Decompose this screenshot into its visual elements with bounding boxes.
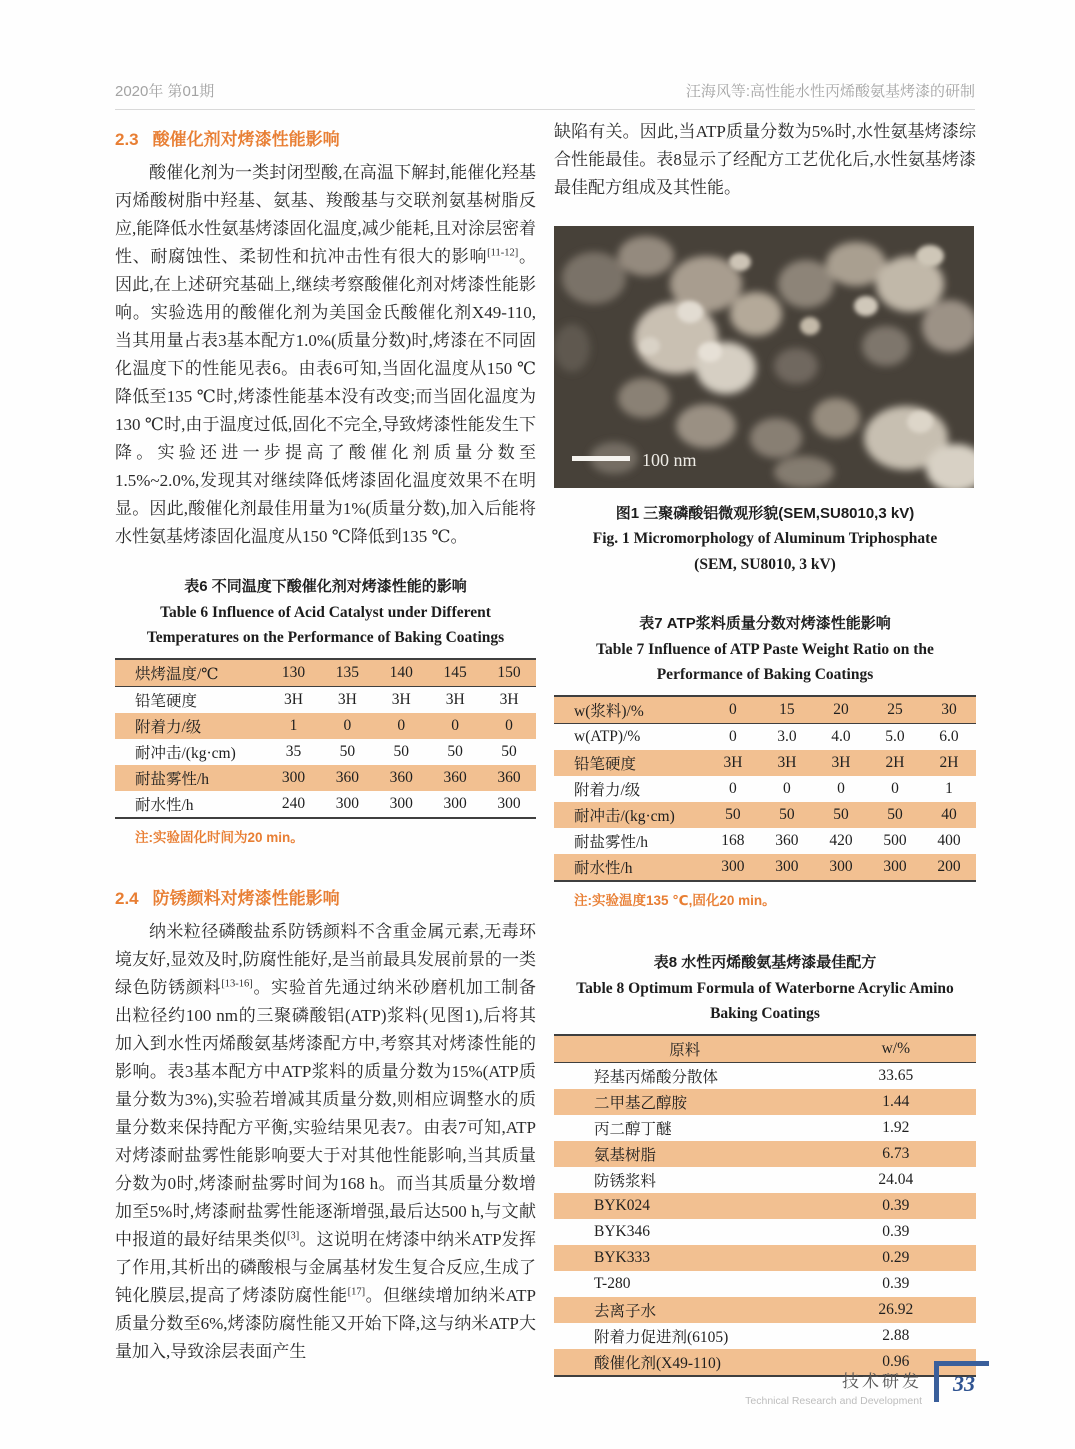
cell-value: 5.0 xyxy=(885,728,905,745)
cell-value: 1 xyxy=(945,780,953,797)
table-row xyxy=(554,1297,976,1323)
cell-value: 0 xyxy=(891,780,899,797)
table-row xyxy=(554,1141,976,1167)
cell-value: 4.0 xyxy=(831,728,851,745)
figure1 xyxy=(554,226,976,578)
header-issue: 2020年 第01期 xyxy=(115,83,215,100)
row-label: 耐水性/h xyxy=(574,860,633,877)
table-row xyxy=(554,854,976,881)
two-column-content xyxy=(115,112,976,1377)
row-label: 铅笔硬度 xyxy=(135,693,198,710)
paragraph-2-3 xyxy=(115,159,536,551)
row-label: 附着力/级 xyxy=(574,782,641,799)
section-title: 防锈颜料对烤漆性能影响 xyxy=(152,889,340,908)
table7-note: 注:实验温度135 ℃,固化20 min。 xyxy=(574,893,776,908)
page-footer xyxy=(745,1361,989,1407)
cell-value: 300 xyxy=(883,858,907,875)
table7-caption-en xyxy=(554,637,976,687)
table-row xyxy=(115,739,536,765)
cell-value: 3H xyxy=(337,691,357,708)
cell-value: 2.88 xyxy=(882,1327,910,1344)
row-label: BYK024 xyxy=(594,1197,650,1214)
cell-value: 50 xyxy=(393,743,410,760)
cell-value: 3H xyxy=(499,691,519,708)
table6-caption-en xyxy=(115,600,536,650)
footer-section-label xyxy=(745,1361,922,1407)
cell-value: 0 xyxy=(706,696,760,724)
row-label: 丙二醇丁醚 xyxy=(594,1121,672,1138)
section-title: 酸催化剂对烤漆性能影响 xyxy=(152,130,340,149)
table8-caption-en xyxy=(554,976,976,1026)
table-row xyxy=(554,1271,976,1297)
footer-label-en: Technical Research and Development xyxy=(745,1395,922,1407)
cell-value: 3H xyxy=(391,691,411,708)
table-row xyxy=(554,802,976,828)
row-label: T-280 xyxy=(594,1275,631,1292)
cell-value: 1.44 xyxy=(882,1093,910,1110)
section-number: 2.3 xyxy=(115,130,139,149)
cell-value: 300 xyxy=(281,769,306,786)
cell-value: 3H xyxy=(777,754,797,771)
cell-value: 15 xyxy=(760,696,814,724)
row-label: 酸催化剂(X49-110) xyxy=(594,1355,721,1372)
row-label: w(ATP)/% xyxy=(574,728,641,745)
cell-value: 0 xyxy=(451,717,460,734)
row-label: 二甲基乙醇胺 xyxy=(594,1095,688,1112)
row-label: 氨基树脂 xyxy=(594,1147,657,1164)
cell-value: 1 xyxy=(289,717,298,734)
row-label: 烘烤温度/℃ xyxy=(115,659,267,687)
cell-value: 300 xyxy=(829,858,853,875)
citation-ref: [3] xyxy=(286,1230,300,1242)
table7-block xyxy=(554,612,976,909)
row-label: 附着力/级 xyxy=(135,719,202,736)
paragraph-continuation: 缺陷有关。因此,当ATP质量分数为5%时,水性氨基烤漆综合性能最佳。表8显示了经配方工艺优化后,水性氨基烤漆最佳配方组成及其性能。 xyxy=(554,122,976,197)
row-label: 原料 xyxy=(554,1035,816,1063)
table-row xyxy=(554,1089,976,1115)
table7 xyxy=(554,695,976,882)
left-column xyxy=(115,112,536,1377)
cell-value: 300 xyxy=(721,858,745,875)
table6 xyxy=(115,658,536,819)
cell-value: 50 xyxy=(501,743,517,760)
paragraph-text: 酸催化剂为一类封闭型酸,在高温下解封,能催化羟基丙烯酸树脂中羟基、氨基、羧酸基与交联剂氨基树脂反应,能降低水性氨基烤漆固化温度,减少能耗,且对涂层密着性、耐腐蚀性、柔韧性和抗冲击性有很大的影响 xyxy=(115,163,536,266)
paragraph-text: 。这说明在烤漆中纳米ATP发挥了作用,其析出的磷酸根与金属基材发生复合反应,生成了钝化膜层,提高了烤漆防腐性能 xyxy=(115,1230,537,1305)
table6-caption-en-line2: Temperatures on the Performance of Baking Coatings xyxy=(146,629,505,646)
cell-value: 300 xyxy=(389,795,413,812)
cell-value: 50 xyxy=(833,806,849,823)
cell-value: 300 xyxy=(443,795,467,812)
cell-value: 400 xyxy=(937,832,961,849)
paragraph-text: 纳米粒径磷酸盐系防锈颜料不含重金属元素,无毒环境友好,显效及时,防腐性能好,是当前最具发展前景的一类绿色防锈颜料 xyxy=(115,922,536,997)
cell-value: 35 xyxy=(285,743,302,760)
cell-value: 1.92 xyxy=(882,1119,910,1136)
cell-value: 3H xyxy=(723,754,743,771)
table7-caption-zh: 表7 ATP浆料质量分数对烤漆性能影响 xyxy=(639,615,891,632)
cell-value: 360 xyxy=(775,832,799,849)
cell-value: 50 xyxy=(887,806,903,823)
cell-value: 6.73 xyxy=(882,1145,910,1162)
paragraph-text: 。因此,在上述研究基础上,继续考察酸催化剂对烤漆性能影响。实验选用的酸催化剂为美国金氏酸催化剂X49-110,当其用量占表3基本配方1.0%(质量分数)时,烤漆在不同固化温度下的性能见表6。由表6可知,当固化温度从150 ℃降低至135 ℃时,烤漆性能基本没有改变;而当固化温度为130 ℃时,由于温度过低,固化不完全,导致烤漆性能发生下降。实验还进一步提高了酸催化剂质量分数至1.5%~2.0%,发现其对继续降低烤漆固化温度效果不在明显。因此,酸催化剂最佳用量为1%(质量分数),加入后能将水性氨基烤漆固化温度从150 ℃降低到135 ℃。 xyxy=(115,247,537,546)
cell-value: 360 xyxy=(443,769,467,786)
table-row xyxy=(554,1035,976,1063)
row-label: 羟基丙烯酸分散体 xyxy=(594,1069,719,1086)
table-row xyxy=(554,1063,976,1090)
table7-caption-en-line2: Performance of Baking Coatings xyxy=(656,666,874,683)
paragraph-text: 。实验首先通过纳米砂磨机加工制备出粒径约100 nm的三聚磷酸铝(ATP)浆料(见图1),后将其加入到水性丙烯酸氨基烤漆配方中,考察其对烤漆性能的影响。表3基本配方中ATP浆料的质量分数为15%(ATP质量分数为3%),实验若增减其质量分数,则相应调整水的质量分数来保持配方平衡,实验结果见表7。由表7可知,ATP对烤漆耐盐雾性能影响要大于对其他性能影响,当其质量分数为0时,烤漆耐盐雾时间为168 h。而当其质量分数增加至5%时,烤漆耐盐雾性能逐渐增强,最后达500 h,与文献中报道的最好结果类似 xyxy=(115,978,537,1249)
cell-value: 2H xyxy=(885,754,905,771)
cell-value: 2H xyxy=(939,754,959,771)
cell-value: 300 xyxy=(775,858,799,875)
table-row xyxy=(554,1167,976,1193)
cell-value: 20 xyxy=(814,696,868,724)
cell-value: 135 xyxy=(320,659,374,687)
cell-value: 300 xyxy=(335,795,359,812)
table-row xyxy=(554,696,976,724)
row-label: w(浆料)/% xyxy=(554,696,706,724)
table-row xyxy=(554,1245,976,1271)
cell-value: 3H xyxy=(445,691,465,708)
table7-caption-en-line1: Table 7 Influence of ATP Paste Weight Ratio on the xyxy=(596,641,934,658)
cell-value: 500 xyxy=(883,832,907,849)
cell-value: 0 xyxy=(837,780,845,797)
paragraph-text: 。但继续增加纳米ATP质量分数至6%,烤漆防腐性能又开始下降,这与纳米ATP大量加入,导致涂层表面产生 xyxy=(115,1286,537,1361)
table8 xyxy=(554,1034,976,1377)
table-row xyxy=(554,828,976,854)
cell-value: 150 xyxy=(482,659,536,687)
cell-value: 40 xyxy=(941,806,957,823)
cell-value: 0 xyxy=(343,717,352,734)
row-label: 附着力促进剂(6105) xyxy=(594,1329,729,1346)
table-row xyxy=(554,1115,976,1141)
cell-value: 0 xyxy=(505,717,513,734)
table-row xyxy=(554,1323,976,1349)
cell-value: 240 xyxy=(281,795,306,812)
table8-caption-zh: 表8 水性丙烯酸氨基烤漆最佳配方 xyxy=(653,954,877,971)
table-row xyxy=(554,1193,976,1219)
cell-value: 6.0 xyxy=(939,728,959,745)
table8-caption-en-line2: Baking Coatings xyxy=(710,1005,820,1022)
cell-value: 50 xyxy=(725,806,741,823)
row-label: 耐盐雾性/h xyxy=(135,771,210,788)
cell-value: 140 xyxy=(374,659,428,687)
table6-caption-en-line1: Table 6 Influence of Acid Catalyst under Different xyxy=(160,604,491,621)
row-label: 耐冲击/(kg·cm) xyxy=(574,808,675,825)
table-row xyxy=(115,713,536,739)
cell-value: w/% xyxy=(816,1035,976,1063)
paragraph-2-4 xyxy=(115,918,536,1366)
cell-value: 145 xyxy=(428,659,482,687)
section-2-4-heading xyxy=(115,884,536,909)
citation-ref: [13-16] xyxy=(221,978,253,990)
cell-value: 3H xyxy=(284,691,303,708)
row-label: 耐盐雾性/h xyxy=(574,834,649,851)
cell-value: 130 xyxy=(267,659,321,687)
table-row xyxy=(115,687,536,714)
table8-block xyxy=(554,951,976,1377)
section-2-3-heading xyxy=(115,125,536,150)
table-row xyxy=(115,791,536,818)
cell-value: 200 xyxy=(937,858,961,875)
cell-value: 300 xyxy=(497,795,521,812)
row-label: 耐水性/h xyxy=(135,797,194,814)
cell-value: 50 xyxy=(779,806,795,823)
cell-value: 0.96 xyxy=(882,1353,910,1370)
cell-value: 420 xyxy=(829,832,853,849)
cell-value: 0.39 xyxy=(882,1223,910,1240)
cell-value: 3H xyxy=(831,754,851,771)
cell-value: 26.92 xyxy=(878,1301,914,1318)
cell-value: 30 xyxy=(922,696,976,724)
figure1-caption-zh: 图1 三聚磷酸铝微观形貌(SEM,SU8010,3 kV) xyxy=(615,505,915,522)
table-row xyxy=(554,724,976,751)
page-number-bracket xyxy=(934,1361,989,1402)
row-label: BYK346 xyxy=(594,1223,650,1240)
cell-value: 50 xyxy=(339,743,356,760)
cell-value: 168 xyxy=(721,832,745,849)
header-running-title: 汪海风等:高性能水性丙烯酸氨基烤漆的研制 xyxy=(685,83,975,100)
row-label: BYK333 xyxy=(594,1249,650,1266)
scale-bar-label: 100 nm xyxy=(642,450,697,470)
page-header xyxy=(115,80,975,110)
cell-value: 24.04 xyxy=(878,1171,914,1188)
table8-caption-en-line1: Table 8 Optimum Formula of Waterborne Acrylic Amino xyxy=(576,980,954,997)
cell-value: 0.39 xyxy=(882,1197,910,1214)
cell-value: 33.65 xyxy=(878,1067,914,1084)
table6-block xyxy=(115,575,536,846)
right-column xyxy=(554,112,976,1377)
cell-value: 0.29 xyxy=(882,1249,910,1266)
cell-value: 0 xyxy=(783,780,791,797)
cell-value: 50 xyxy=(447,743,463,760)
row-label: 铅笔硬度 xyxy=(574,756,637,773)
cell-value: 0 xyxy=(397,717,406,734)
figure1-caption-en-line1: Fig. 1 Micromorphology of Aluminum Triphosphate xyxy=(592,530,938,547)
table6-note: 注:实验固化时间为20 min。 xyxy=(135,830,304,845)
citation-ref: [11-12] xyxy=(487,247,519,259)
cell-value: 3.0 xyxy=(777,728,797,745)
figure1-caption-en xyxy=(554,526,976,578)
citation-ref: [17] xyxy=(347,1286,366,1298)
scale-bar xyxy=(572,456,630,461)
page-number: 33 xyxy=(953,1371,975,1396)
cell-value: 0.39 xyxy=(882,1275,910,1292)
cell-value: 360 xyxy=(389,769,413,786)
footer-label-zh: 技术研发 xyxy=(842,1372,922,1391)
cell-value: 360 xyxy=(335,769,359,786)
figure1-caption-en-line2: (SEM, SU8010, 3 kV) xyxy=(694,556,836,573)
sem-micrograph-image xyxy=(554,226,974,488)
table-row xyxy=(554,776,976,802)
row-label: 防锈浆料 xyxy=(594,1173,657,1190)
table-row xyxy=(554,750,976,776)
section-number: 2.4 xyxy=(115,889,139,908)
table-row xyxy=(115,765,536,791)
cell-value: 25 xyxy=(868,696,922,724)
table-row xyxy=(115,659,536,687)
row-label: 去离子水 xyxy=(594,1303,657,1320)
table-row xyxy=(554,1219,976,1245)
table6-caption-zh: 表6 不同温度下酸催化剂对烤漆性能的影响 xyxy=(184,578,467,595)
row-label: 耐冲击/(kg·cm) xyxy=(135,745,236,762)
cell-value: 0 xyxy=(729,780,737,797)
cell-value: 360 xyxy=(497,769,521,786)
cell-value: 0 xyxy=(729,728,737,745)
